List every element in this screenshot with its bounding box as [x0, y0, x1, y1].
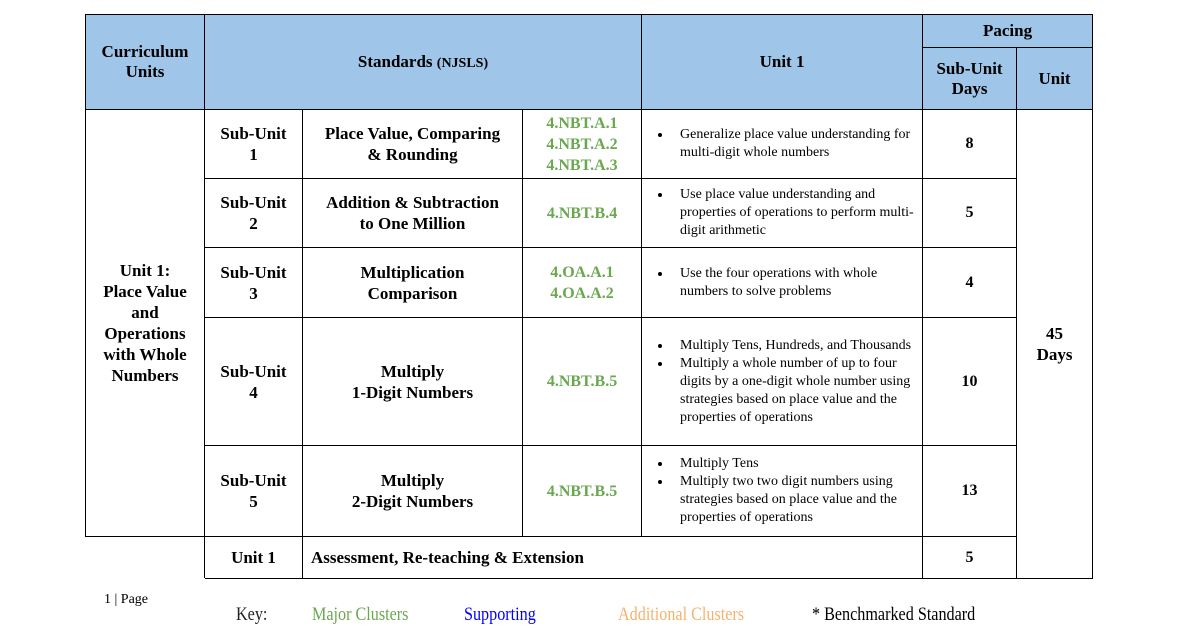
sub-unit-title — [303, 248, 523, 318]
table-row — [86, 179, 1093, 248]
header-standards-suffix: (NJSLS) — [436, 56, 489, 71]
sub-unit-number: 3 — [249, 283, 258, 303]
unit-label-line: with Whole — [103, 345, 187, 364]
curriculum-table — [85, 14, 1093, 579]
objectives-cell — [642, 446, 923, 537]
sub-unit-title — [303, 318, 523, 446]
header-standards — [205, 15, 642, 110]
standards-cell — [523, 318, 642, 446]
sub-unit-label: Sub-Unit — [220, 471, 287, 490]
objective-item: • Multiply two two digit numbers using strategies based on place value and the properties of operations — [672, 473, 918, 527]
title-line: & Rounding — [367, 145, 458, 164]
header-sub-unit-text: Sub-Unit — [936, 58, 1003, 78]
sub-unit-number: 2 — [249, 214, 258, 233]
objective-item: • Multiply a whole number of up to four digits by a one-digit whole number using strategies based on place value and the properties of operations — [672, 355, 918, 427]
sub-unit-label: Sub-Unit — [220, 262, 287, 282]
title-line: Addition & Subtraction — [326, 193, 499, 212]
unit-label-line: Place Value — [103, 282, 187, 301]
title-line: Place Value, Comparing — [324, 124, 501, 143]
assessment-text: Assessment, Re-teaching & Extension — [303, 537, 923, 579]
objectives-cell — [642, 179, 923, 248]
title-line: Comparison — [367, 283, 458, 303]
sub-unit-days: 8 — [923, 110, 1017, 179]
standard-code: 4.NBT.B.5 — [546, 373, 618, 390]
objectives-cell — [642, 248, 923, 318]
objective-item: • Multiply Tens, Hundreds, and Thousands — [672, 337, 918, 355]
unit-days-label: Days — [1036, 345, 1073, 364]
objective-item: • Generalize place value understanding for multi-digit whole numbers — [672, 126, 918, 162]
standard-code: 4.OA.A.1 — [550, 263, 614, 281]
standards-cell — [523, 248, 642, 318]
sub-unit-cell — [205, 248, 303, 318]
standard-code: 4.NBT.A.2 — [546, 135, 618, 153]
sub-unit-cell — [205, 110, 303, 179]
assessment-unit-label: Unit 1 — [205, 537, 303, 579]
sub-unit-days: 10 — [923, 318, 1017, 446]
key-supporting: Supporting — [464, 604, 536, 625]
assessment-row — [86, 537, 1093, 579]
header-sub-unit-days — [923, 48, 1017, 110]
sub-unit-title — [303, 446, 523, 537]
sub-unit-title — [303, 110, 523, 179]
title-line: Multiply — [380, 361, 445, 381]
header-curriculum-text: Curriculum — [101, 42, 189, 61]
sub-unit-cell — [205, 318, 303, 446]
standard-code: 4.OA.A.2 — [550, 284, 614, 302]
sub-unit-days: 13 — [923, 446, 1017, 537]
sub-unit-number: 5 — [249, 492, 258, 511]
header-standards-text: Standards — [357, 52, 433, 71]
table-row — [86, 248, 1093, 318]
objective-item: • Multiply Tens — [672, 455, 918, 473]
standard-code: 4.NBT.A.3 — [546, 156, 618, 174]
key-benchmarked-standard: * Benchmarked Standard — [812, 604, 976, 625]
standards-cell — [523, 179, 642, 248]
standards-cell — [523, 446, 642, 537]
table-row — [86, 110, 1093, 179]
header-days-text: Days — [951, 78, 988, 98]
sub-unit-label: Sub-Unit — [220, 124, 287, 143]
unit-label-line: Operations — [104, 324, 186, 343]
objective-item: • Use place value understanding and properties of operations to perform multi-digit arithmetic — [672, 186, 918, 240]
standards-cell — [523, 110, 642, 179]
unit-label-line: Unit 1: — [119, 261, 171, 280]
objective-item: • Use the four operations with whole numbers to solve problems — [672, 265, 918, 301]
assessment-days: 5 — [923, 537, 1017, 579]
sub-unit-days: 4 — [923, 248, 1017, 318]
sub-unit-cell — [205, 179, 303, 248]
sub-unit-number: 4 — [249, 382, 258, 402]
empty-cell — [86, 537, 205, 579]
standard-code: 4.NBT.B.5 — [546, 482, 618, 500]
objectives-cell — [642, 318, 923, 446]
header-units-text: Units — [125, 62, 165, 81]
title-line: Multiply — [380, 471, 445, 490]
objectives-cell — [642, 110, 923, 179]
page-number: 1 | Page — [104, 592, 149, 607]
unit-label-line: and — [131, 303, 159, 322]
unit-label-cell — [86, 110, 205, 537]
header-pacing: Pacing — [923, 15, 1093, 48]
table-row — [86, 318, 1093, 446]
standard-code: 4.NBT.A.1 — [546, 114, 618, 132]
sub-unit-number: 1 — [249, 145, 258, 164]
title-line: Multiplication — [360, 262, 465, 282]
sub-unit-days: 5 — [923, 179, 1017, 248]
key-additional-clusters: Additional Clusters — [618, 604, 745, 625]
table-row — [86, 446, 1093, 537]
key-label: Key: — [236, 604, 268, 625]
sub-unit-label: Sub-Unit — [220, 361, 287, 381]
unit-label-line: Numbers — [111, 366, 179, 385]
sub-unit-label: Sub-Unit — [220, 193, 287, 212]
title-line: to One Million — [359, 214, 466, 233]
unit-days-cell — [1017, 110, 1093, 579]
header-unit-1: Unit 1 — [642, 15, 923, 110]
header-unit-col: Unit — [1017, 48, 1093, 110]
sub-unit-title — [303, 179, 523, 248]
sub-unit-cell — [205, 446, 303, 537]
standard-code: 4.NBT.B.4 — [546, 204, 618, 222]
unit-days-number: 45 — [1046, 324, 1064, 343]
title-line: 1-Digit Numbers — [351, 382, 474, 402]
legend-key — [0, 604, 1200, 630]
title-line: 2-Digit Numbers — [351, 492, 474, 511]
header-curriculum-units — [86, 15, 205, 110]
key-major-clusters: Major Clusters — [312, 604, 409, 625]
